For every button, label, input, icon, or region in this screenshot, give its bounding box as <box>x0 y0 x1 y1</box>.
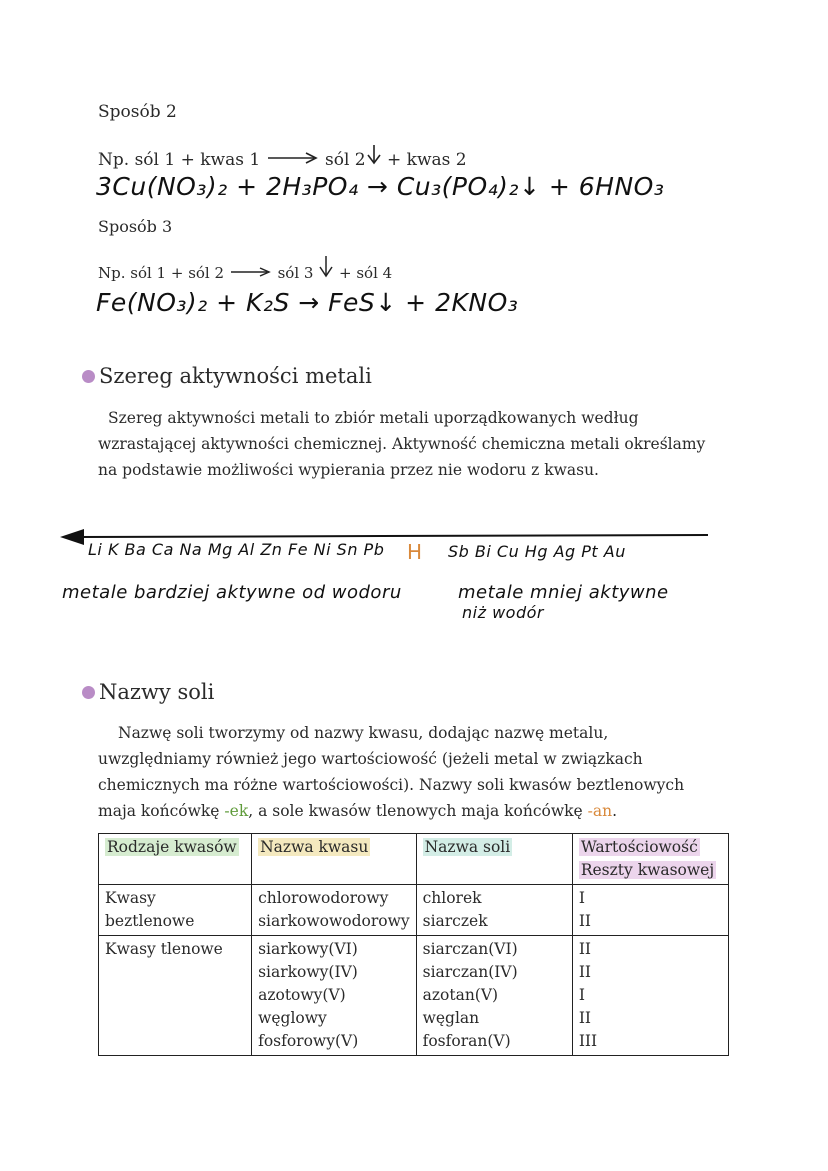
salt-names-cell: siarczan(VI) siarczan(IV) azotan(V) węglan fosforan(V) <box>416 936 572 1056</box>
precipitate-arrow-icon <box>366 143 382 170</box>
salts-para-1: Nazwę soli tworzymy od nazwy kwasu, dodając nazwę metalu, uwzględniamy również jego wartościowość (jeżeli metal w związkach chemicznych ma różne wartościowości). Nazwy soli kwasów beztlenowych maja końcówkę <box>98 724 685 820</box>
method3-product: sól 3 <box>277 264 314 282</box>
metals-less-active: Sb Bi Cu Hg Ag Pt Au <box>448 542 626 561</box>
table-header-row <box>99 834 729 885</box>
right-arrow-icon <box>229 264 273 282</box>
salts-heading <box>82 680 214 704</box>
method2-scheme-text: Np. sól 1 + kwas 1 <box>98 150 261 170</box>
acid-type-cell: Kwasy beztlenowe <box>99 885 252 936</box>
right-arrow-icon <box>266 150 320 170</box>
acid-names-cell: siarkowy(VI) siarkowy(IV) azotowy(V) węglowy fosforowy(V) <box>252 936 417 1056</box>
bullet-icon <box>82 686 95 699</box>
activity-heading <box>82 364 372 388</box>
valences-cell: II II I II III <box>572 936 728 1056</box>
salt-names-cell: chlorek siarczek <box>416 885 572 936</box>
label-less-active-line2: niż wodór <box>462 603 544 622</box>
precipitate-arrow-icon <box>318 254 334 282</box>
method2-tail: + kwas 2 <box>387 150 467 170</box>
method3-tail: + sól 4 <box>339 264 393 282</box>
valences-cell: I II <box>572 885 728 936</box>
table-row <box>99 885 729 936</box>
header-salt-name: Nazwa soli <box>416 834 572 885</box>
method2-product: sól 2 <box>324 150 366 170</box>
salts-heading-text: Nazwy soli <box>99 680 215 704</box>
activity-heading-text: Szereg aktywności metali <box>99 364 372 388</box>
header-valence: Wartościowość Reszty kwasowej <box>572 834 728 885</box>
label-less-active-line1: metale mniej aktywne <box>458 582 669 603</box>
method2-scheme <box>98 143 467 170</box>
ending-ek: -ek <box>224 802 249 820</box>
activity-paragraph: Szereg aktywności metali to zbiór metali uporządkowanych według wzrastającej aktywności chemicznej. Aktywność chemiczna metali określamy na podstawie możliwości wypierania przez nie wodoru z kwasu. <box>98 409 706 479</box>
method2-equation: 3Cu(NO₃)₂ + 2H₃PO₄ → Cu₃(PO₄)₂↓ + 6HNO₃ <box>96 172 665 201</box>
hydrogen-symbol: H <box>407 540 423 564</box>
method2-title: Sposób 2 <box>98 102 177 122</box>
metals-more-active: Li K Ba Ca Na Mg Al Zn Fe Ni Sn Pb <box>88 540 385 559</box>
method3-equation: Fe(NO₃)₂ + K₂S → FeS↓ + 2KNO₃ <box>96 288 519 317</box>
ending-an: -an <box>587 802 613 820</box>
method3-scheme-text: Np. sól 1 + sól 2 <box>98 264 225 282</box>
header-acid-name: Nazwa kwasu <box>252 834 417 885</box>
method3-title: Sposób 3 <box>98 217 173 236</box>
table-row <box>99 936 729 1056</box>
salts-para-2: , a sole kwasów tlenowych maja końcówkę <box>248 802 583 820</box>
salts-table <box>98 833 729 1056</box>
acid-names-cell: chlorowodorowy siarkowowodorowy <box>252 885 417 936</box>
label-more-active: metale bardziej aktywne od wodoru <box>62 582 402 603</box>
salts-paragraph <box>98 720 718 824</box>
salts-para-3: . <box>612 802 618 820</box>
header-acid-type: Rodzaje kwasów <box>99 834 252 885</box>
method3-scheme <box>98 254 392 282</box>
acid-type-cell: Kwasy tlenowe <box>99 936 252 1056</box>
bullet-icon <box>82 370 95 383</box>
